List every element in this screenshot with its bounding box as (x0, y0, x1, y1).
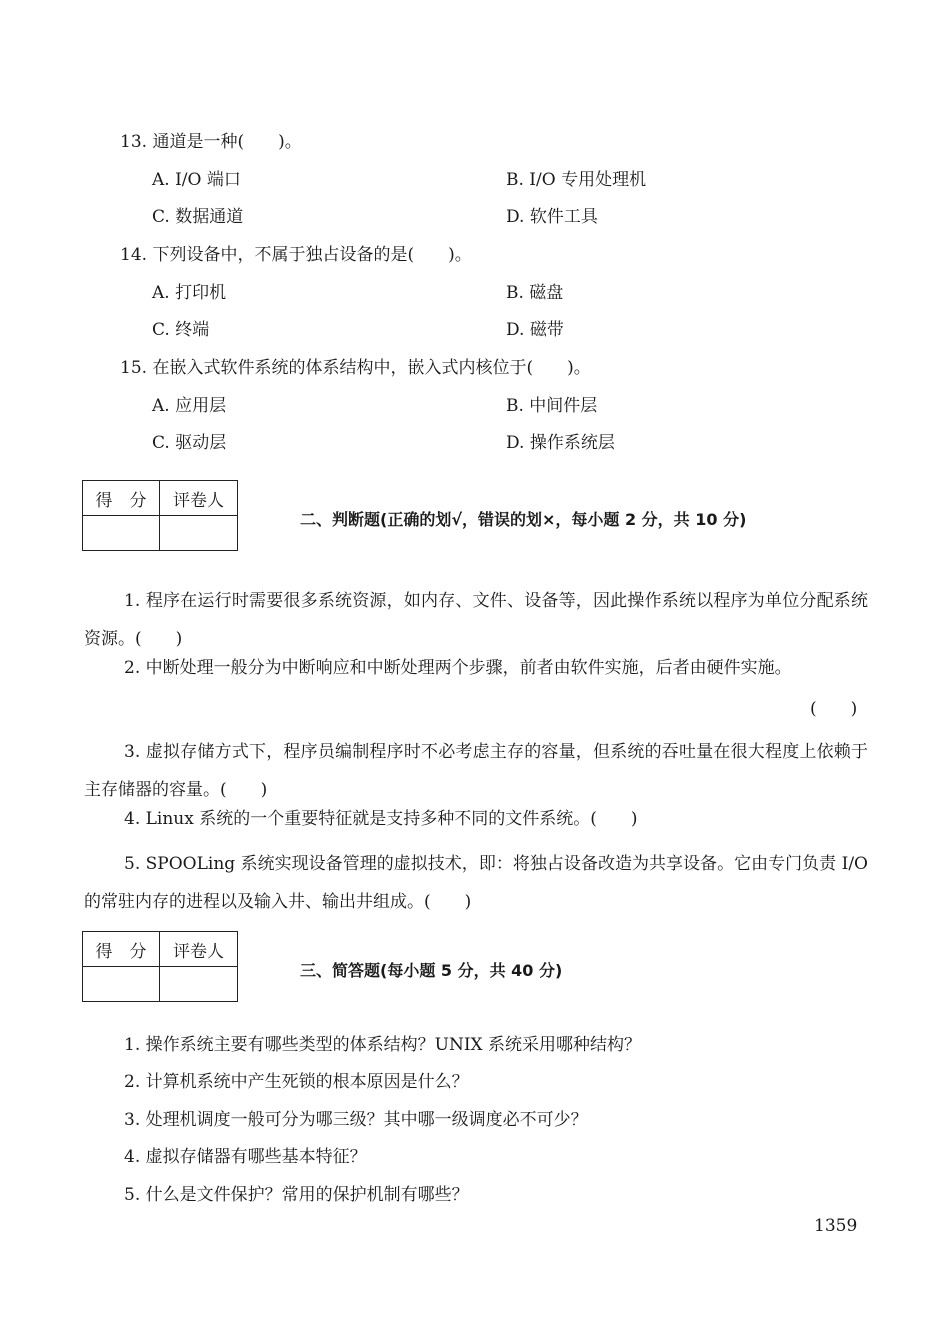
score-label: 得 分 (83, 481, 160, 516)
short-answer-item-5: 5. 什么是文件保护？常用的保护机制有哪些？ (124, 1185, 469, 1205)
question-14-stem: 14. 下列设备中，不属于独占设备的是( )。 (120, 245, 472, 265)
section-2-title: 二、判断题(正确的划√，错误的划×，每小题 2 分，共 10 分) (300, 510, 747, 529)
grader-field (160, 967, 238, 1002)
judge-item-2: 2. 中断处理一般分为中断响应和中断处理两个步骤，前者由软件实施，后者由硬件实施。 (124, 658, 792, 678)
judge-item-4: 4. Linux 系统的一个重要特征就是支持多种不同的文件系统。( ) (124, 809, 638, 829)
question-13-option-c: C. 数据通道 (152, 207, 244, 227)
judge-item-1: 1. 程序在运行时需要很多系统资源，如内存、文件、设备等，因此操作系统以程序为单位分配系统资源。( ) (84, 591, 868, 649)
question-15-option-d: D. 操作系统层 (506, 433, 615, 453)
question-14-option-d: D. 磁带 (506, 320, 564, 340)
question-13-option-b: B. I/O 专用处理机 (506, 170, 647, 190)
grader-field (160, 516, 238, 551)
short-answer-item-1: 1. 操作系统主要有哪些类型的体系结构？UNIX 系统采用哪种结构？ (124, 1035, 642, 1055)
page-number: 1359 (814, 1216, 858, 1236)
question-15-option-a: A. 应用层 (152, 396, 227, 416)
question-14-option-c: C. 终端 (152, 320, 210, 340)
score-field (83, 516, 160, 551)
question-14-option-b: B. 磁盘 (506, 283, 564, 303)
short-answer-item-4: 4. 虚拟存储器有哪些基本特征？ (124, 1147, 367, 1167)
grader-label: 评卷人 (160, 481, 238, 516)
question-13-option-a: A. I/O 端口 (152, 170, 241, 190)
grader-label: 评卷人 (160, 932, 238, 967)
question-13-option-d: D. 软件工具 (506, 207, 598, 227)
question-15-option-c: C. 驱动层 (152, 433, 227, 453)
score-box-section-3 (82, 931, 238, 1002)
short-answer-item-3: 3. 处理机调度一般可分为哪三级？其中哪一级调度必不可少？ (124, 1110, 588, 1130)
question-15-option-b: B. 中间件层 (506, 396, 598, 416)
question-15-stem: 15. 在嵌入式软件系统的体系结构中，嵌入式内核位于( )。 (120, 358, 591, 378)
score-box-section-2 (82, 480, 238, 551)
judge-item-2-answer: ( ) (810, 699, 858, 719)
question-14-option-a: A. 打印机 (152, 283, 227, 303)
judge-item-5: 5. SPOOLing 系统实现设备管理的虚拟技术，即：将独占设备改造为共享设备。它由专门负责 I/O 的常驻内存的进程以及输入井、输出井组成。( ) (84, 854, 868, 912)
short-answer-item-2: 2. 计算机系统中产生死锁的根本原因是什么？ (124, 1072, 469, 1092)
section-3-title: 三、简答题(每小题 5 分，共 40 分) (300, 961, 563, 980)
score-field (83, 967, 160, 1002)
judge-item-3: 3. 虚拟存储方式下，程序员编制程序时不必考虑主存的容量，但系统的吞吐量在很大程度上依赖于主存储器的容量。( ) (84, 742, 868, 800)
score-label: 得 分 (83, 932, 160, 967)
question-13-stem: 13. 通道是一种( )。 (120, 132, 302, 152)
